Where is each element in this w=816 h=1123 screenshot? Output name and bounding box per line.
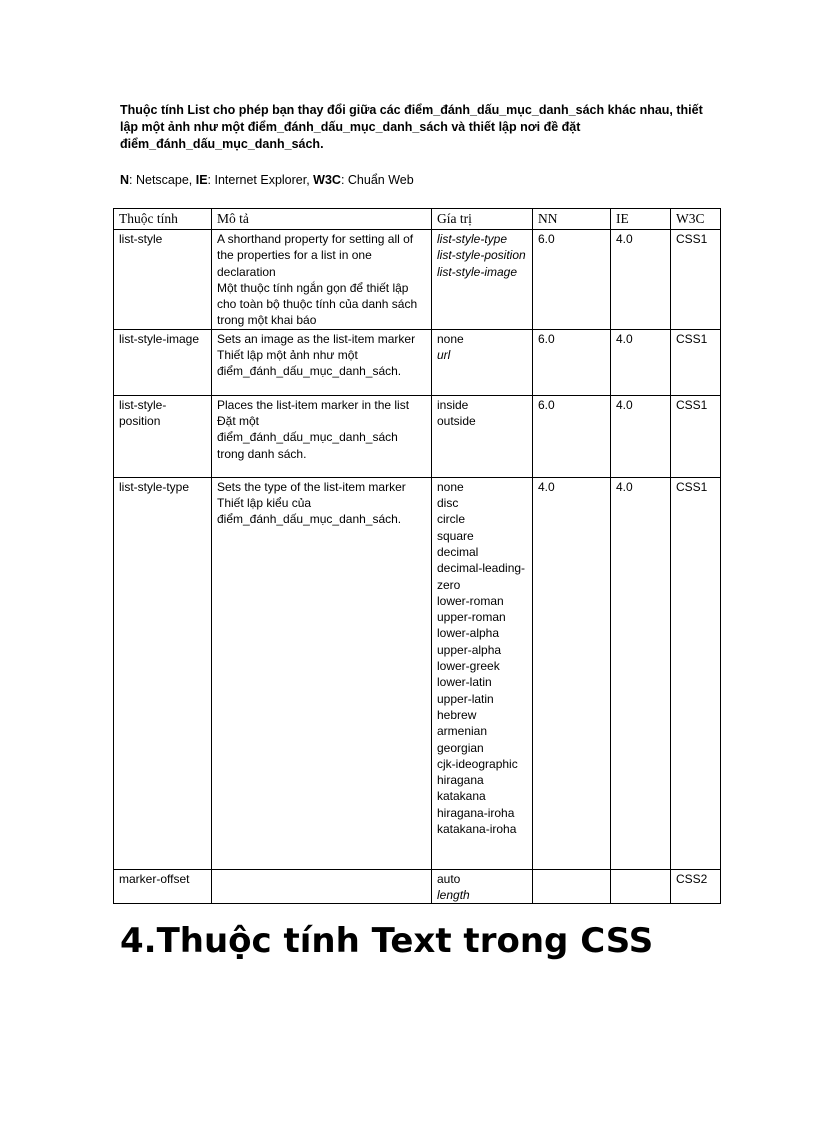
legend-n-text: : Netscape, bbox=[129, 173, 196, 187]
cell-nn: 6.0 bbox=[533, 329, 611, 395]
cell-nn: 6.0 bbox=[533, 395, 611, 477]
value-item: list-style-position bbox=[437, 248, 526, 263]
value-item: none bbox=[437, 331, 464, 346]
value-item: url bbox=[437, 348, 451, 363]
cell-property: list-style-image bbox=[114, 329, 212, 395]
cell-nn: 4.0 bbox=[533, 477, 611, 869]
cell-ie: 4.0 bbox=[611, 230, 671, 330]
cell-description bbox=[212, 329, 432, 395]
cell-values bbox=[432, 329, 533, 395]
description-vietnamese: Thiết lập kiểu của điểm_đánh_dấu_mục_danh_sách. bbox=[217, 496, 402, 527]
header-description: Mô tả bbox=[212, 209, 432, 230]
value-item: circle bbox=[437, 512, 466, 527]
value-item: list-style-type bbox=[437, 232, 508, 246]
value-item: cjk-ideographic bbox=[437, 756, 518, 771]
header-w3c: W3C bbox=[671, 209, 721, 230]
cell-nn: 6.0 bbox=[533, 230, 611, 330]
table-header-row bbox=[114, 209, 721, 230]
value-item: upper-latin bbox=[437, 691, 494, 706]
legend-ie-abbr: IE bbox=[195, 173, 208, 187]
cell-w3c: CSS2 bbox=[671, 869, 721, 904]
value-item: armenian bbox=[437, 724, 488, 739]
value-item: georgian bbox=[437, 740, 484, 755]
intro-paragraph: Thuộc tính List cho phép bạn thay đổi giữa các điểm_đánh_dấu_mục_danh_sách khác nhau, thiết lập một ảnh như một điểm_đánh_dấu_mục_danh_sách và thiết lập nơi đề đặt điểm_đánh_dấu_mục_danh_sách. bbox=[120, 103, 703, 151]
description-english: Sets the type of the list-item marker bbox=[217, 479, 406, 494]
legend-ie-text: : Internet Explorer, bbox=[207, 173, 314, 187]
cell-description bbox=[212, 869, 432, 904]
value-item: hebrew bbox=[437, 707, 477, 722]
value-item: katakana bbox=[437, 789, 486, 804]
value-item: decimal bbox=[437, 544, 479, 559]
list-properties-table bbox=[113, 208, 721, 904]
table-row bbox=[114, 477, 721, 869]
value-item: none bbox=[437, 479, 464, 494]
table-row bbox=[114, 230, 721, 330]
cell-ie bbox=[611, 869, 671, 904]
legend-w3c-abbr: W3C bbox=[313, 173, 341, 187]
cell-w3c: CSS1 bbox=[671, 477, 721, 869]
description-english: A shorthand property for setting all of the properties for a list in one declaration bbox=[217, 232, 414, 279]
value-item: square bbox=[437, 528, 474, 543]
legend-w3c-text: : Chuẩn Web bbox=[340, 173, 414, 187]
value-item: list-style-image bbox=[437, 264, 518, 279]
value-item: lower-greek bbox=[437, 659, 500, 674]
cell-description bbox=[212, 395, 432, 477]
value-item: upper-roman bbox=[437, 610, 506, 625]
cell-values bbox=[432, 869, 533, 904]
cell-ie: 4.0 bbox=[611, 329, 671, 395]
value-item: hiragana bbox=[437, 773, 484, 788]
value-item: lower-roman bbox=[437, 593, 504, 608]
cell-description bbox=[212, 230, 432, 330]
legend-n-abbr: N bbox=[120, 173, 130, 187]
cell-property: marker-offset bbox=[114, 869, 212, 904]
header-ie: IE bbox=[611, 209, 671, 230]
header-property: Thuộc tính bbox=[114, 209, 212, 230]
value-item: outside bbox=[437, 414, 476, 429]
cell-ie: 4.0 bbox=[611, 395, 671, 477]
value-item: decimal-leading-zero bbox=[437, 561, 526, 592]
value-item: auto bbox=[437, 871, 461, 886]
value-item: lower-alpha bbox=[437, 626, 500, 641]
header-nn: NN bbox=[533, 209, 611, 230]
value-item: length bbox=[437, 888, 470, 903]
cell-description bbox=[212, 477, 432, 869]
value-item: lower-latin bbox=[437, 675, 492, 690]
description-english: Places the list-item marker in the list bbox=[217, 397, 410, 412]
description-vietnamese: Một thuộc tính ngắn gọn để thiết lập cho toàn bộ thuộc tính của danh sách trong một khai báo bbox=[217, 280, 418, 328]
description-vietnamese: Thiết lập một ảnh như một điểm_đánh_dấu_mục_danh_sách. bbox=[217, 348, 402, 379]
cell-w3c: CSS1 bbox=[671, 395, 721, 477]
cell-ie: 4.0 bbox=[611, 477, 671, 869]
cell-w3c: CSS1 bbox=[671, 329, 721, 395]
value-item: inside bbox=[437, 397, 469, 412]
description-english: Sets an image as the list-item marker bbox=[217, 331, 416, 346]
cell-values bbox=[432, 230, 533, 330]
value-item: hiragana-iroha bbox=[437, 805, 515, 820]
cell-nn bbox=[533, 869, 611, 904]
table-row bbox=[114, 395, 721, 477]
value-item: upper-alpha bbox=[437, 642, 502, 657]
table-row bbox=[114, 329, 721, 395]
cell-property: list-style-type bbox=[114, 477, 212, 869]
description-vietnamese: Đặt một điểm_đánh_dấu_mục_danh_sách trong danh sách. bbox=[217, 414, 398, 461]
cell-property: list-style-position bbox=[114, 395, 212, 477]
header-values: Gía trị bbox=[432, 209, 533, 230]
cell-property: list-style bbox=[114, 230, 212, 330]
value-item: disc bbox=[437, 496, 459, 511]
section-heading: 4.Thuộc tính Text trong CSS bbox=[120, 921, 654, 961]
table-row bbox=[114, 869, 721, 904]
value-item: katakana-iroha bbox=[437, 822, 517, 837]
cell-values bbox=[432, 395, 533, 477]
browser-legend bbox=[120, 172, 414, 189]
cell-w3c: CSS1 bbox=[671, 230, 721, 330]
cell-values bbox=[432, 477, 533, 869]
